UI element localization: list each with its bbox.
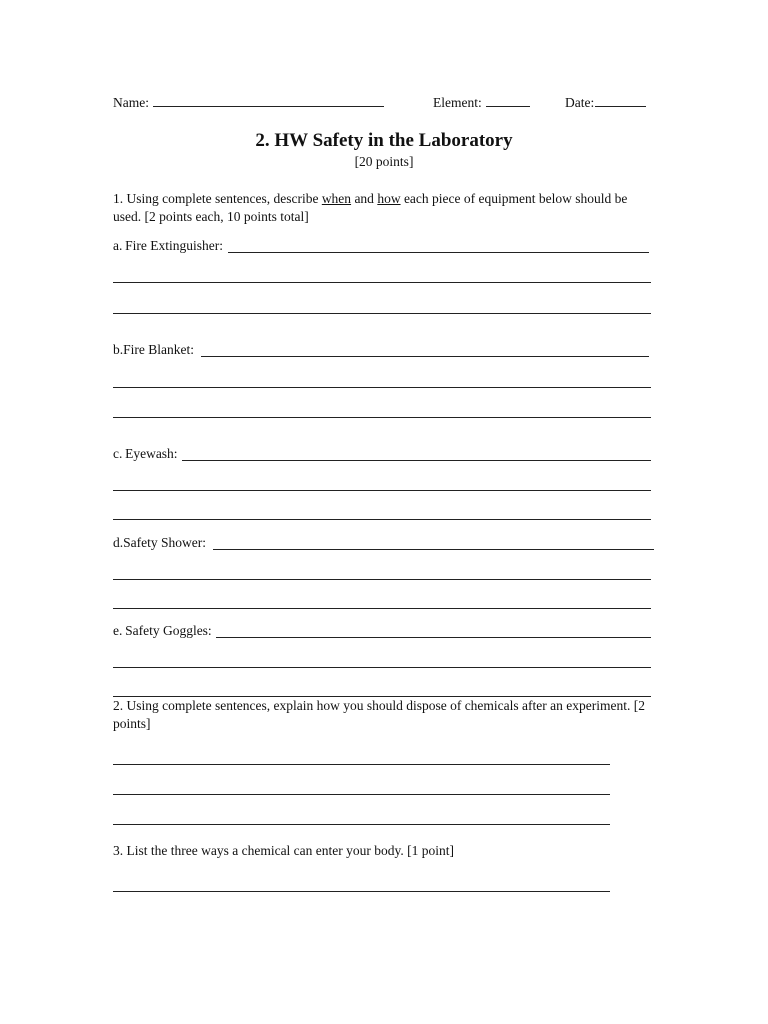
- name-label: Name:: [113, 95, 149, 110]
- answer-line[interactable]: [113, 417, 651, 418]
- question-1: [113, 190, 653, 226]
- date-label: Date:: [565, 95, 595, 110]
- answer-line[interactable]: [216, 637, 651, 638]
- q1-text-and: and: [351, 191, 378, 206]
- q1-text-post: each piece of equipment below should be used. [2 points each, 10 points total]: [113, 191, 628, 224]
- answer-line[interactable]: [113, 608, 651, 609]
- page-title: 2. HW Safety in the Laboratory: [255, 130, 513, 151]
- answer-line[interactable]: [182, 460, 651, 461]
- item-b-label: [113, 342, 194, 358]
- q1-text-pre: 1. Using complete sentences, describe: [113, 191, 322, 206]
- name-blank[interactable]: [153, 94, 384, 107]
- item-b-text: Fire Blanket:: [123, 342, 194, 357]
- item-c-text: Eyewash:: [125, 446, 178, 461]
- element-blank[interactable]: [486, 94, 530, 107]
- item-e-text: Safety Goggles:: [125, 623, 212, 638]
- answer-line[interactable]: [113, 824, 610, 825]
- item-a-letter: a.: [113, 238, 123, 253]
- answer-line[interactable]: [113, 794, 610, 795]
- item-c-letter: c.: [113, 446, 123, 461]
- answer-line[interactable]: [113, 490, 651, 491]
- answer-line[interactable]: [201, 356, 649, 357]
- item-b-letter: b.: [113, 342, 124, 357]
- date-field[interactable]: [565, 94, 646, 111]
- item-d-label: [113, 535, 206, 551]
- item-e-label: [113, 623, 212, 639]
- item-d-text: Safety Shower:: [123, 535, 206, 550]
- answer-line[interactable]: [113, 282, 651, 283]
- answer-line[interactable]: [113, 891, 610, 892]
- element-label: Element:: [433, 95, 482, 110]
- question-2: 2. Using complete sentences, explain how you should dispose of chemicals after an experiment. [2 points]: [113, 698, 645, 731]
- answer-line[interactable]: [113, 519, 651, 520]
- element-field[interactable]: [433, 94, 530, 111]
- item-e-letter: e.: [113, 623, 123, 638]
- answer-line[interactable]: [113, 313, 651, 314]
- answer-line[interactable]: [213, 549, 654, 550]
- q1-how: how: [377, 191, 401, 206]
- answer-line[interactable]: [228, 252, 649, 253]
- answer-line[interactable]: [113, 667, 651, 668]
- name-field[interactable]: [113, 94, 384, 111]
- item-a-label: [113, 238, 223, 254]
- item-a-text: Fire Extinguisher:: [125, 238, 223, 253]
- question-3: 3. List the three ways a chemical can enter your body. [1 point]: [113, 843, 455, 858]
- answer-line[interactable]: [113, 387, 651, 388]
- date-blank[interactable]: [595, 94, 646, 107]
- item-d-letter: d.: [113, 535, 124, 550]
- item-c-label: [113, 446, 178, 462]
- answer-line[interactable]: [113, 579, 651, 580]
- total-points: [20 points]: [354, 154, 414, 169]
- q1-when: when: [321, 191, 352, 206]
- answer-line[interactable]: [113, 764, 610, 765]
